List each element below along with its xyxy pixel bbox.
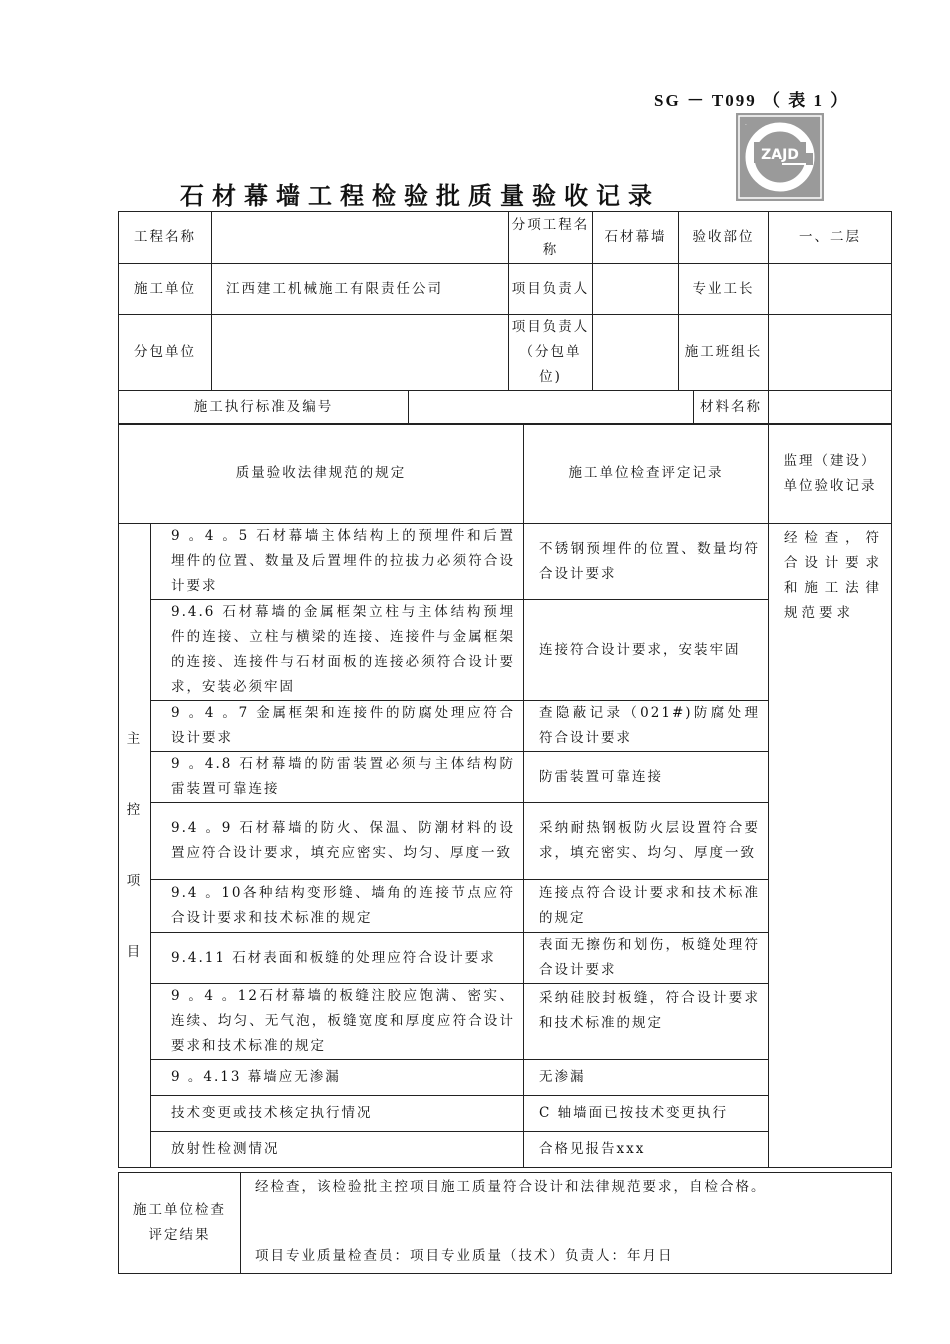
column-record-header: 施工单位检查评定记录 [524, 424, 769, 524]
column-supervision-header: 监理（建设）单位验收记录 [769, 424, 892, 524]
sub-leader-value [593, 315, 679, 391]
spec-cell: 9.4 。9 石材幕墙的防火、保温、防潮材料的设置应符合设计要求，填充应密实、均匀、厚度一致 [151, 803, 524, 880]
sub-project-label: 分项工程名称 [509, 212, 593, 264]
construction-unit-label: 施工单位 [119, 264, 212, 315]
record-cell: 连接点符合设计要求和技术标准的规定 [524, 880, 769, 933]
foreman-value [769, 264, 892, 315]
record-cell: 合格见报告xxx [524, 1132, 769, 1168]
record-cell: 表面无擦伤和划伤，板缝处理符合设计要求 [524, 933, 769, 984]
spec-cell: 技术变更或技术核定执行情况 [151, 1096, 524, 1132]
footer-content [241, 1173, 892, 1274]
material-value [769, 391, 892, 425]
footer-signature: 项目专业质量检查员：项目专业质量（技术）负责人：年月日 [255, 1248, 674, 1264]
sub-project-value: 石材幕墙 [593, 212, 679, 264]
record-cell: 防雷装置可靠连接 [524, 752, 769, 803]
page-title: 石材幕墙工程检验批质量验收记录 [180, 182, 660, 210]
spec-cell: 9 。4.8 石材幕墙的防雷装置必须与主体结构防雷装置可靠连接 [151, 752, 524, 803]
spec-cell: 9 。4 。7 金属框架和连接件的防腐处理应符合设计要求 [151, 701, 524, 752]
record-cell: 无渗漏 [524, 1060, 769, 1096]
subcontractor-value [212, 315, 509, 391]
footer-table [118, 1172, 892, 1274]
foreman-label: 专业工长 [679, 264, 769, 315]
column-spec-header: 质量验收法律规范的规定 [119, 424, 524, 524]
construction-unit-value: 江西建工机械施工有限责任公司 [212, 264, 509, 315]
project-name-label: 工程名称 [119, 212, 212, 264]
main-items-char: 主 [126, 730, 143, 747]
spec-cell: 放射性检测情况 [151, 1132, 524, 1168]
spec-cell: 9 。4 。12石材幕墙的板缝注胶应饱满、密实、连续、均匀、无气泡，板缝宽度和厚度应符合设计要求和技术标准的规定 [151, 984, 524, 1060]
spec-cell: 9.4.6 石材幕墙的金属框架立柱与主体结构预埋件的连接、立柱与横梁的连接、连接件与金属框架的连接、连接件与石材面板的连接必须符合设计要求，安装必须牢固 [151, 600, 524, 701]
project-name-value [212, 212, 509, 264]
acceptance-part-value: 一、二层 [769, 212, 892, 264]
record-cell: 采纳耐热钢板防火层设置符合要求，填充密实、均匀、厚度一致 [524, 803, 769, 880]
footer-conclusion: 经检查，该检验批主控项目施工质量符合设计和法律规范要求，自检合格。 [255, 1179, 767, 1195]
project-leader-label: 项目负责人 [509, 264, 593, 315]
header-table [118, 211, 892, 425]
spec-cell: 9.4 。10各种结构变形缝、墙角的连接节点应符合设计要求和技术标准的规定 [151, 880, 524, 933]
main-items-char: 目 [126, 943, 143, 960]
record-cell: 查隐蔽记录（021#)防腐处理符合设计要求 [524, 701, 769, 752]
svg-text:·: · [745, 122, 747, 129]
record-cell: C 轴墙面已按技术变更执行 [524, 1096, 769, 1132]
spec-cell: 9 。4.13 幕墙应无渗漏 [151, 1060, 524, 1096]
record-cell: 不锈钢预埋件的位置、数量均符合设计要求 [524, 524, 769, 600]
main-items-char: 项 [126, 872, 143, 889]
main-items-label [119, 524, 151, 1168]
main-items-table [118, 423, 892, 1168]
svg-text:ZAJD: ZAJD [761, 147, 799, 163]
spec-cell: 9.4.11 石材表面和板缝的处理应符合设计要求 [151, 933, 524, 984]
standard-label: 施工执行标准及编号 [119, 391, 409, 425]
subcontractor-label: 分包单位 [119, 315, 212, 391]
acceptance-part-label: 验收部位 [679, 212, 769, 264]
standard-value [409, 391, 694, 425]
team-leader-label: 施工班组长 [679, 315, 769, 391]
record-cell: 连接符合设计要求，安装牢固 [524, 600, 769, 701]
main-items-char: 控 [126, 801, 143, 818]
team-leader-value [769, 315, 892, 391]
project-leader-value [593, 264, 679, 315]
form-code: SG － T099 （ 表 1 ） [654, 91, 850, 110]
sub-leader-label: 项目负责人（分包单位) [509, 315, 593, 391]
material-label: 材料名称 [694, 391, 769, 425]
spec-cell: 9 。4 。5 石材幕墙主体结构上的预埋件和后置埋件的位置、数量及后置埋件的拉拔力必须符合设计要求 [151, 524, 524, 600]
company-logo [736, 113, 824, 201]
footer-label: 施工单位检查评定结果 [119, 1173, 241, 1274]
record-cell: 采纳硅胶封板缝，符合设计要求和技术标准的规定 [524, 984, 769, 1060]
supervision-result: 经检查，符合设计要求和施工法律规范要求 [769, 524, 892, 1168]
